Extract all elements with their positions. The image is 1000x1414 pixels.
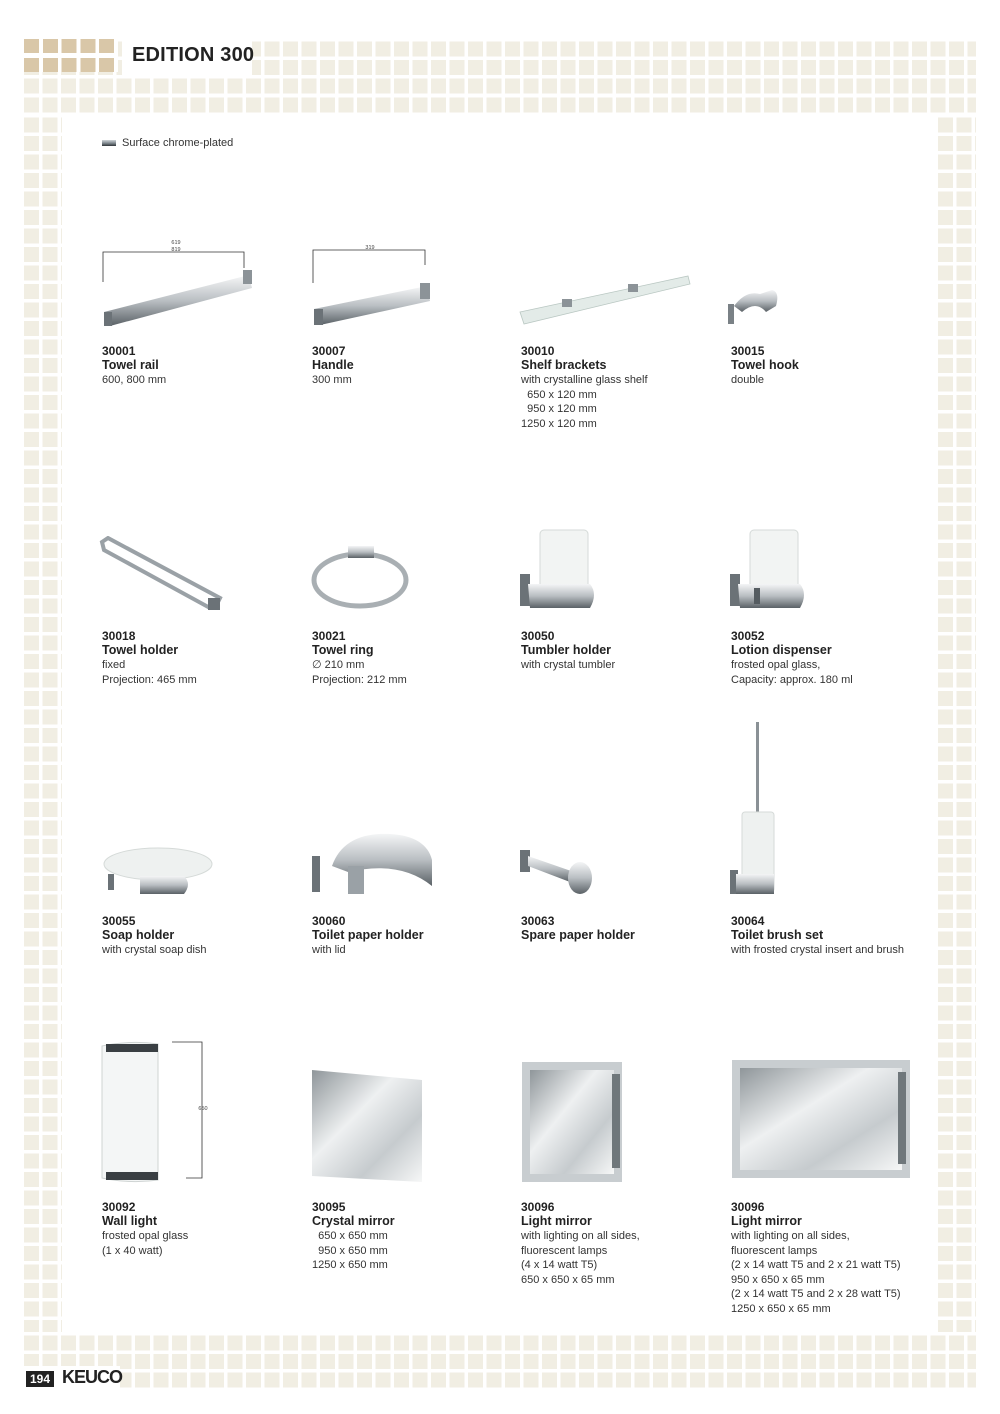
tile-border-left [24, 114, 62, 1332]
product-desc: frosted opal glass, Capacity: approx. 180 ml [731, 659, 853, 686]
product-code: 30007 [312, 344, 346, 358]
product-name: Towel holder [102, 643, 179, 657]
product-desc: fixed Projection: 465 mm [102, 659, 197, 686]
product-30015 [731, 344, 931, 388]
product-code: 30055 [102, 914, 136, 928]
product-code: 30015 [731, 344, 765, 358]
product-30095 [312, 1200, 512, 1273]
product-name: Toilet paper holder [312, 928, 424, 942]
product-code: 30092 [102, 1200, 136, 1214]
chrome-swatch-icon [102, 140, 116, 146]
soap-holder-image [100, 846, 215, 898]
product-desc: double [731, 374, 765, 386]
page-number: 194 [26, 1371, 54, 1387]
product-name: Wall light [102, 1214, 158, 1228]
light-mirror-large-image [730, 1058, 912, 1182]
handle-dimension-label: 319 [365, 245, 375, 251]
product-30064 [731, 914, 931, 958]
rail-dimension-1: 619 [171, 240, 181, 246]
product-name: Spare paper holder [521, 928, 635, 942]
product-code: 30096 [521, 1200, 555, 1214]
product-30021 [312, 629, 512, 687]
page-title: EDITION 300 [132, 44, 255, 66]
product-name: Soap holder [102, 928, 175, 942]
product-desc: ∅ 210 mm Projection: 212 mm [312, 659, 407, 686]
product-desc: with lighting on all sides, fluorescent lamps (2 x 14 watt T5 and 2 x 21 watt T5) 950 x 650 x 65 mm (2 x 14 watt T5 and 2 x 28 watt T5) 1250 x 650 x 65 mm [731, 1230, 901, 1315]
product-30092 [102, 1200, 302, 1258]
product-name: Toilet brush set [731, 928, 824, 942]
product-30010 [521, 344, 721, 431]
product-code: 30021 [312, 629, 346, 643]
product-30050 [521, 629, 721, 673]
brand-logo: KEUCO [62, 1367, 123, 1387]
product-code: 30001 [102, 344, 136, 358]
rail-dimension-label [164, 240, 188, 254]
product-name: Light mirror [521, 1214, 592, 1228]
product-name: Tumbler holder [521, 643, 612, 657]
product-code: 30063 [521, 914, 555, 928]
towel-hook-image [726, 286, 782, 326]
product-name: Towel hook [731, 358, 799, 372]
towel-holder-image [98, 536, 226, 614]
product-code: 30010 [521, 344, 555, 358]
rail-dimension-2: 819 [171, 247, 181, 253]
product-desc: with crystal tumbler [521, 659, 616, 671]
tile-border-bottom [24, 1332, 976, 1388]
product-name: Handle [312, 358, 354, 372]
product-name: Crystal mirror [312, 1214, 395, 1228]
towel-ring-image [310, 542, 410, 610]
tile-border-top-inner [24, 94, 976, 114]
product-name: Shelf brackets [521, 358, 607, 372]
product-30001 [102, 344, 302, 388]
product-code: 30096 [731, 1200, 765, 1214]
product-code: 30018 [102, 629, 136, 643]
product-desc: 300 mm [312, 374, 352, 386]
spare-paper-holder-image [518, 842, 596, 898]
product-code: 30064 [731, 914, 765, 928]
toilet-paper-holder-image [310, 830, 440, 898]
light-dimension-label: 650 [198, 1106, 208, 1112]
light-mirror-small-image [520, 1060, 624, 1184]
product-30096-small [521, 1200, 721, 1287]
product-30052 [731, 629, 931, 687]
product-name: Lotion dispenser [731, 643, 832, 657]
product-30060 [312, 914, 512, 958]
crystal-mirror-image [310, 1068, 424, 1184]
legend-label: Surface chrome-plated [122, 137, 234, 149]
shelf-brackets-image [518, 272, 693, 332]
brand-tile-block [24, 38, 118, 72]
product-code: 30050 [521, 629, 555, 643]
product-name: Light mirror [731, 1214, 802, 1228]
product-desc: with frosted crystal insert and brush [731, 944, 905, 956]
product-desc: with crystalline glass shelf 650 x 120 mm 950 x 120 mm 1250 x 120 mm [521, 374, 648, 430]
surface-legend [102, 137, 233, 149]
product-30055 [102, 914, 302, 958]
product-name: Towel ring [312, 643, 374, 657]
toilet-brush-set-image [728, 720, 778, 898]
product-name: Towel rail [102, 358, 159, 372]
product-30096-large [731, 1200, 931, 1316]
product-desc: 600, 800 mm [102, 374, 167, 386]
tile-border-right [938, 114, 976, 1332]
product-30018 [102, 629, 302, 687]
product-code: 30095 [312, 1200, 346, 1214]
product-desc: with crystal soap dish [102, 944, 207, 956]
product-desc: with lid [312, 944, 346, 956]
product-desc: frosted opal glass (1 x 40 watt) [102, 1230, 189, 1257]
product-code: 30060 [312, 914, 346, 928]
product-30063 [521, 914, 721, 943]
tumbler-holder-image [518, 528, 600, 612]
wall-light-image [100, 1040, 210, 1184]
product-desc: 650 x 650 mm 950 x 650 mm 1250 x 650 mm [312, 1230, 388, 1271]
lotion-dispenser-image [728, 528, 810, 612]
product-desc: with lighting on all sides, fluorescent lamps (4 x 14 watt T5) 650 x 650 x 65 mm [521, 1230, 640, 1286]
product-30007 [312, 344, 512, 388]
handle-image [310, 245, 440, 330]
product-code: 30052 [731, 629, 765, 643]
